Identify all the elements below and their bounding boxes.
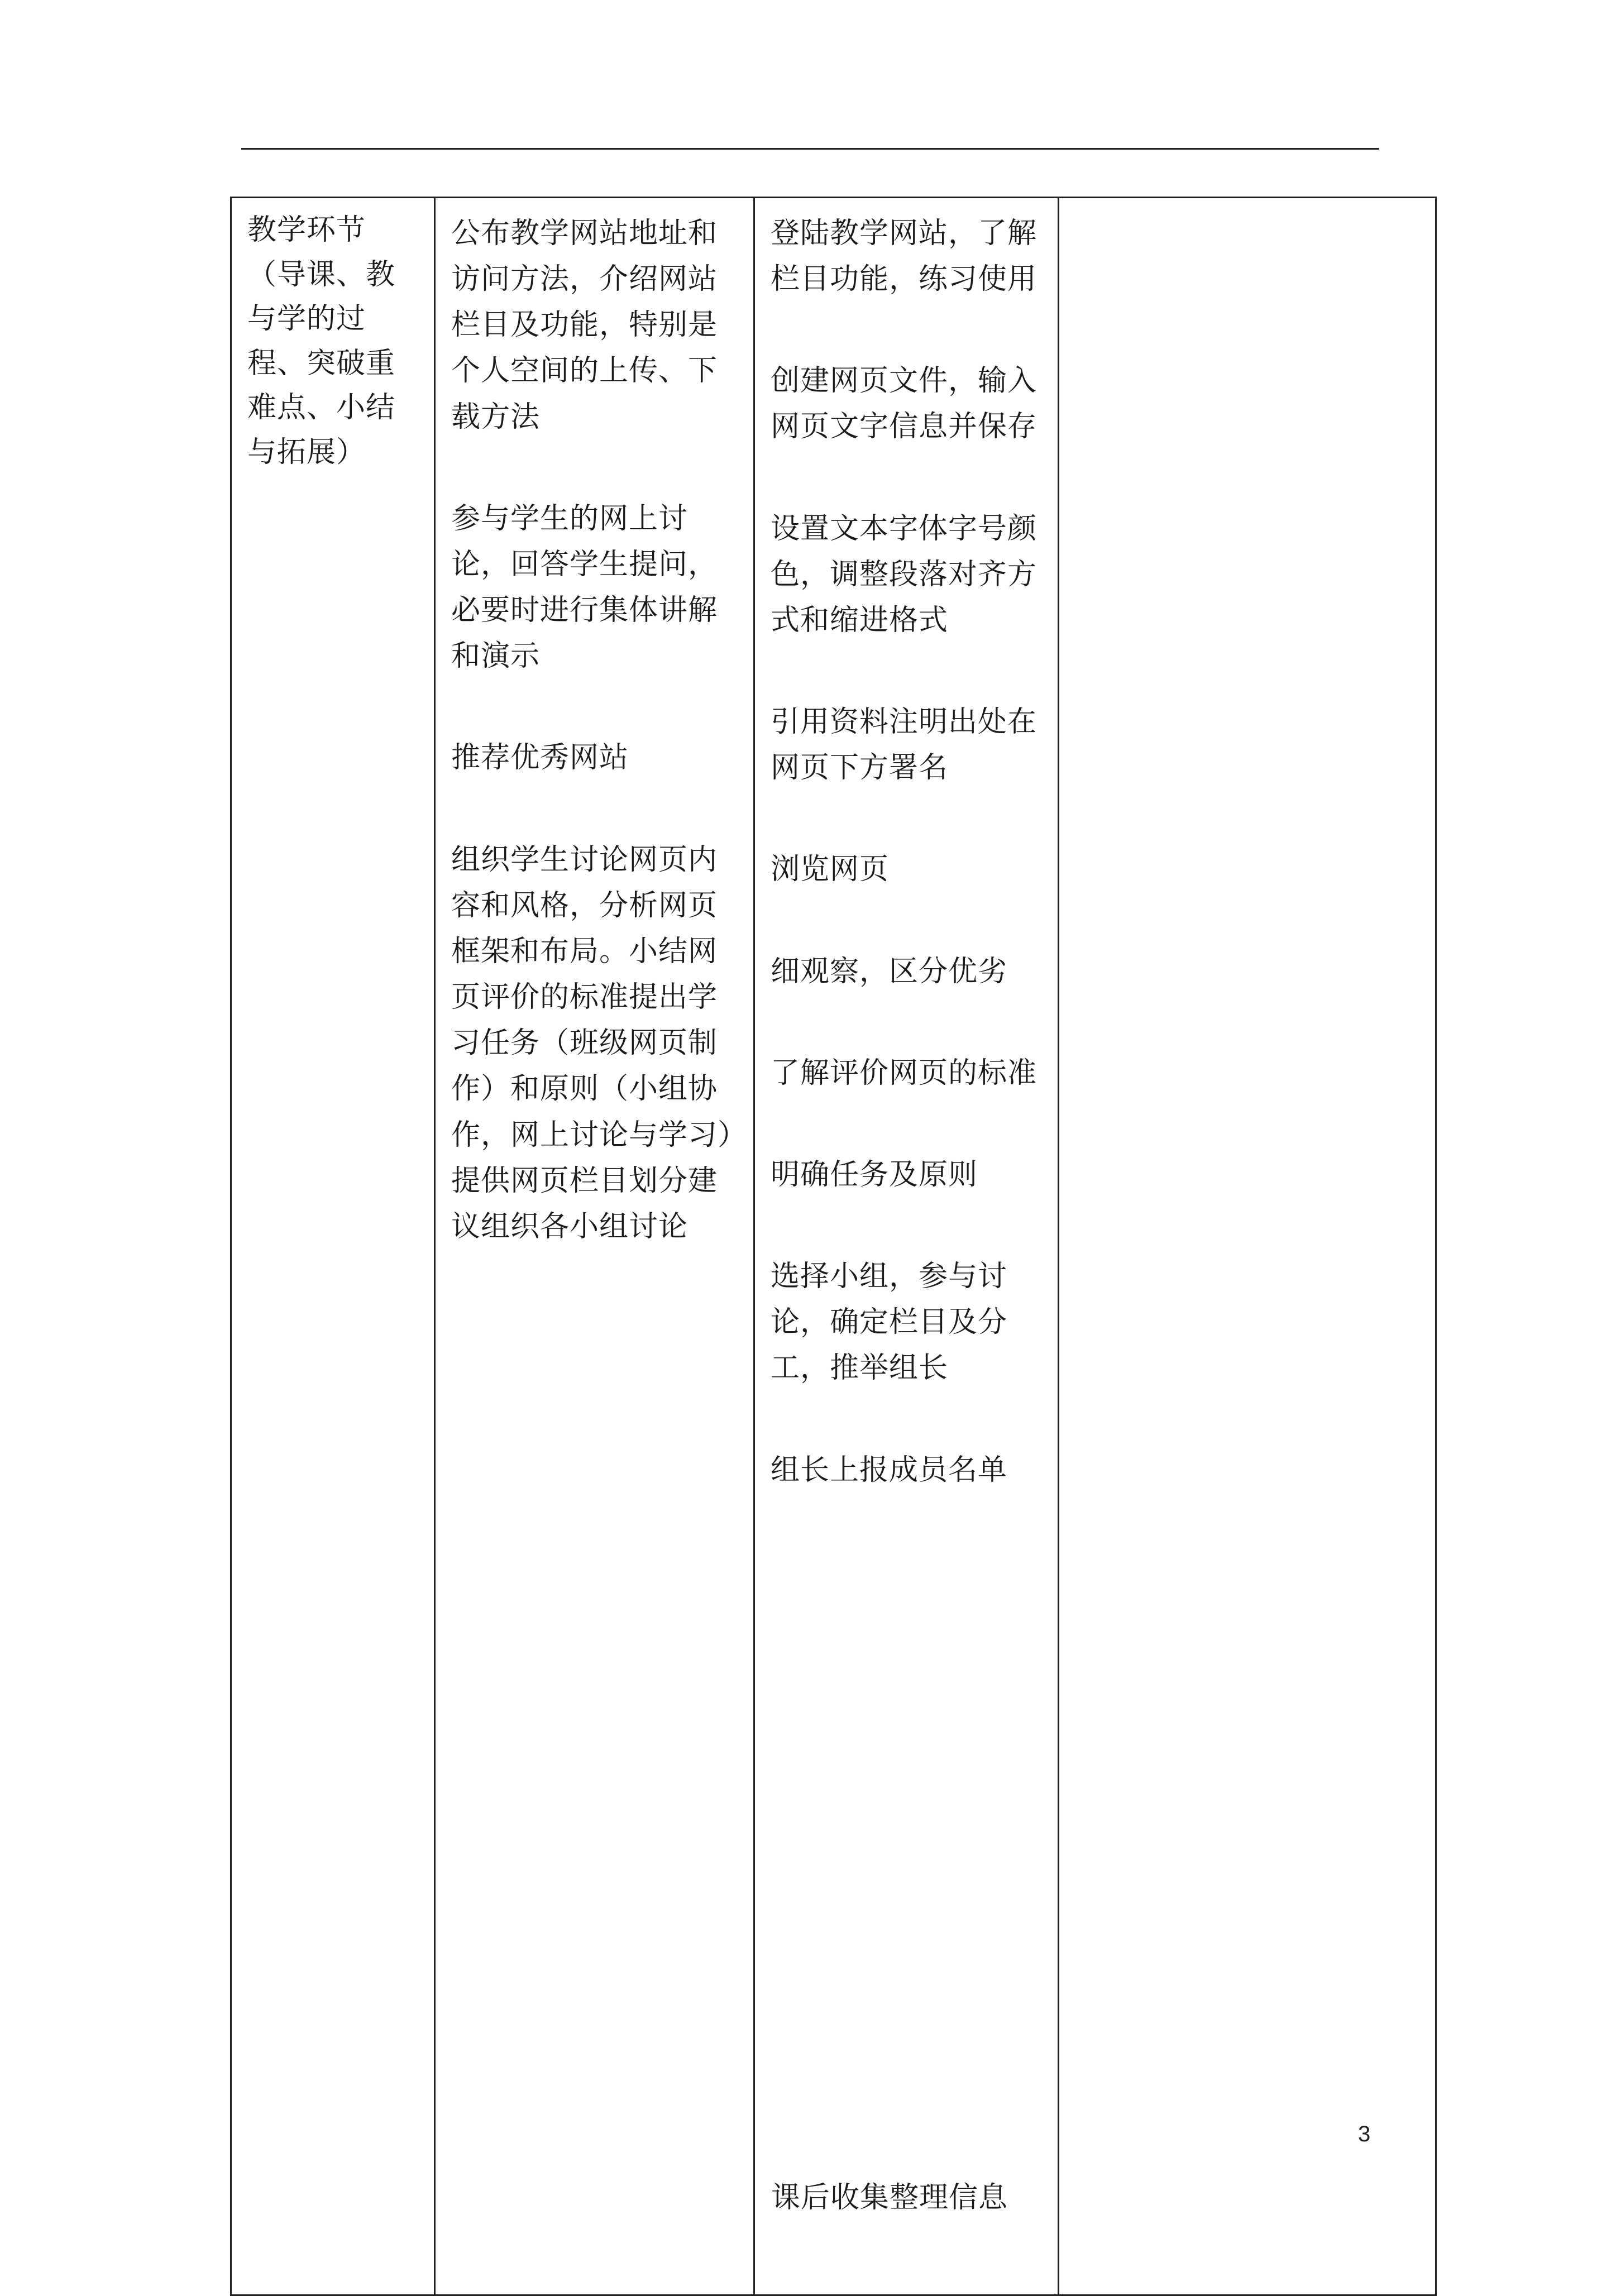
student-activity: 选择小组，参与讨论，确定栏目及分工，推举组长 bbox=[771, 1260, 1008, 1385]
student-activity: 设置文本字体字号颜色，调整段落对齐方式和缩进格式 bbox=[771, 511, 1038, 637]
student-activity: 明确任务及原则 bbox=[771, 1157, 978, 1192]
teacher-activity: 参与学生的网上讨论，回答学生提问，必要时进行集体讲解和演示 bbox=[451, 501, 718, 673]
student-followup: 课后收集整理信息 bbox=[771, 2181, 1008, 2214]
teacher-activity: 公布教学网站地址和访问方法，介绍网站栏目及功能，特别是个人空间的上传、下载方法 bbox=[451, 217, 718, 434]
section-label-cell bbox=[231, 198, 435, 2295]
student-activities bbox=[755, 198, 1058, 1493]
student-activity: 登陆教学网站，了解栏目功能，练习使用 bbox=[771, 217, 1038, 296]
section-label: 教学环节（导课、教与学的过程、突破重难点、小结与拓展） bbox=[247, 213, 396, 469]
table-row bbox=[231, 198, 1436, 2295]
header-rule bbox=[241, 148, 1379, 150]
student-activity: 引用资料注明出处在网页下方署名 bbox=[771, 705, 1038, 785]
lesson-plan-table bbox=[230, 197, 1437, 2296]
student-activity: 创建网页文件，输入网页文字信息并保存 bbox=[771, 364, 1038, 444]
page-number: 3 bbox=[1358, 2122, 1371, 2146]
teacher-activities-cell bbox=[435, 198, 754, 2295]
notes-cell bbox=[1059, 198, 1436, 2295]
student-activity: 了解评价网页的标准 bbox=[771, 1056, 1038, 1090]
student-activity: 组长上报成员名单 bbox=[771, 1453, 1008, 1487]
student-activities-cell bbox=[754, 198, 1059, 2295]
student-activity: 浏览网页 bbox=[771, 853, 890, 887]
teacher-activity: 推荐优秀网站 bbox=[451, 741, 629, 775]
teacher-activity: 组织学生讨论网页内容和风格，分析网页框架和布局。小结网页评价的标准提出学习任务（班级网页制作）和原则（小组协作，网上讨论与学习）提供网页栏目划分建议组织各小组讨论 bbox=[451, 843, 733, 1243]
teacher-activities bbox=[436, 198, 753, 1250]
student-activity: 细观察，区分优劣 bbox=[771, 954, 1008, 988]
